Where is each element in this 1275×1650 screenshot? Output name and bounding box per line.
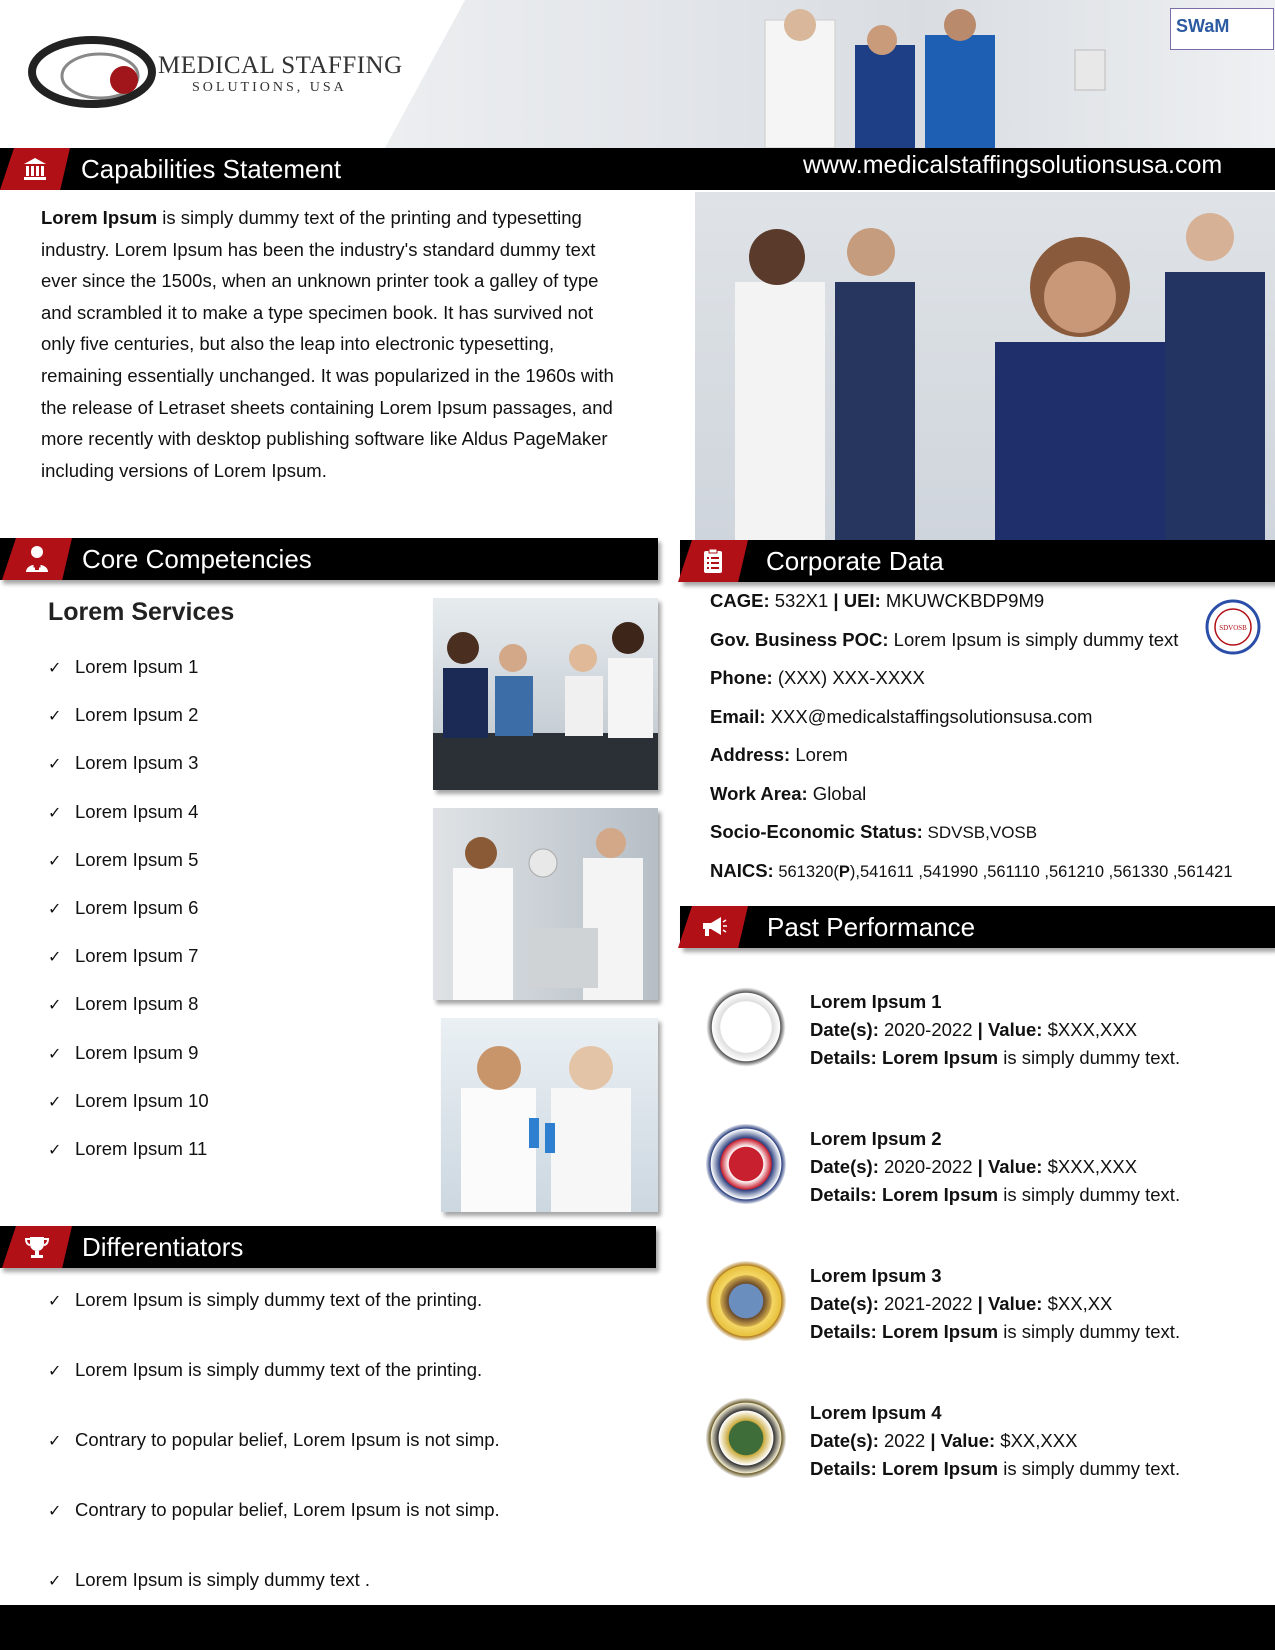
check-icon: ✓: [48, 1363, 62, 1380]
pp-details-text: is simply dummy text.: [998, 1321, 1181, 1342]
pp-details-label: Details:: [810, 1321, 877, 1342]
pp-details-text: is simply dummy text.: [998, 1047, 1181, 1068]
team-photo-figures: [695, 192, 1275, 540]
poc-value: Lorem Ipsum is simply dummy text: [888, 629, 1179, 650]
header-photo-figures: [385, 0, 1275, 148]
pp-entry-title: [810, 1402, 942, 1424]
address-value: Lorem: [790, 744, 848, 765]
pp-value-label: Value:: [982, 1156, 1043, 1177]
sdvosb-seal-icon: [1203, 597, 1263, 657]
naics-value-b: ),541611 ,541990 ,561110 ,561210 ,561330 ,561421: [849, 863, 1233, 881]
pp-value-amount: $XX,XX: [1042, 1293, 1113, 1314]
check-icon: ✓: [48, 1142, 62, 1159]
intro-line-2: industry. Lorem Ipsum has been the industry's standard dummy text: [41, 238, 596, 260]
differentiator-text: Lorem Ipsum is simply dummy text of the printing.: [75, 1359, 483, 1380]
pp-dates-value: 2021-2022: [878, 1293, 978, 1314]
website-link[interactable]: www.medicalstaffingsolutionsusa.com: [803, 151, 1223, 179]
service-list-item: [48, 849, 198, 871]
sdvosb-label: SDVOSB: [1219, 624, 1247, 632]
pp-entry-title: [810, 1128, 942, 1150]
service-list-item: [48, 1138, 207, 1160]
check-icon: ✓: [48, 708, 62, 726]
services-title: Lorem Services: [48, 598, 235, 626]
agency-seal-1-icon: [706, 987, 786, 1067]
poc-line: [710, 629, 1178, 651]
pp-dates-value: 2020-2022: [878, 1156, 978, 1177]
service-list-item: [48, 993, 198, 1015]
service-list-item: [48, 945, 198, 967]
intro-line-6: remaining essentially unchanged. It was popularized in the 1960s with: [41, 364, 614, 386]
pp-entry-dates: [810, 1019, 1137, 1041]
pp-details-text: is simply dummy text.: [998, 1458, 1181, 1479]
service-item-label: Lorem Ipsum 3: [75, 752, 199, 774]
socio-label: Socio-Economic Status:: [710, 821, 923, 842]
pp-details-label: Details:: [810, 1047, 877, 1068]
check-icon: ✓: [48, 756, 62, 774]
intro-line-4: and scrambled it to make a type specimen book. It has survived not: [41, 301, 594, 323]
service-item-label: Lorem Ipsum 11: [75, 1138, 208, 1159]
team-photo: [695, 192, 1275, 540]
naics-label: NAICS:: [710, 860, 774, 881]
swam-badge-label: SWaM: [1176, 16, 1230, 36]
service-item-label: Lorem Ipsum 10: [75, 1089, 209, 1111]
service-list-item: [48, 897, 198, 919]
intro-line-7: the release of Letraset sheets containing Lorem Ipsum passages, and: [41, 396, 613, 418]
check-icon: ✓: [48, 901, 62, 918]
agency-seal-2-icon: [706, 1124, 786, 1204]
pp-dates-label: Date(s):: [810, 1156, 879, 1177]
differentiator-text: Contrary to popular belief, Lorem Ipsum is not simp.: [75, 1499, 500, 1520]
sdvosb-badge: [1203, 597, 1263, 657]
pp-separator: |: [930, 1430, 936, 1451]
intro-line-5: only five centuries, but also the leap into electronic typesetting,: [41, 333, 555, 355]
email-line: [710, 706, 1092, 728]
service-list-item: [48, 1042, 198, 1064]
doctor-icon: [24, 545, 50, 573]
poc-label: Gov. Business POC:: [710, 629, 889, 650]
differentiator-text: Contrary to popular belief, Lorem Ipsum is not simp.: [75, 1429, 500, 1450]
check-icon: ✓: [48, 852, 62, 870]
pp-entry-dates: [810, 1430, 1077, 1452]
work-area-line: [710, 783, 866, 805]
check-icon: ✓: [48, 1045, 62, 1063]
intro-line-3: ever since the 1500s, when an unknown printer took a galley of type: [41, 270, 599, 292]
pp-value-amount: $XX,XXX: [995, 1430, 1078, 1451]
pp-details-bold: Lorem Ipsum: [876, 1321, 999, 1342]
differentiator-item: [48, 1499, 500, 1521]
service-item-label: Lorem Ipsum 8: [75, 993, 199, 1015]
pp-dates-label: Date(s):: [810, 1430, 879, 1451]
service-item-label: Lorem Ipsum 4: [75, 800, 199, 822]
footer-bar: [0, 1605, 1275, 1650]
check-icon: ✓: [48, 949, 62, 967]
pp-entry-name: Lorem Ipsum 4: [810, 1402, 942, 1423]
pp-dates-label: Date(s):: [810, 1019, 879, 1040]
pp-entry-title: [810, 991, 942, 1013]
cage-value: 532X1: [769, 590, 834, 611]
pp-value-amount: $XXX,XXX: [1042, 1019, 1138, 1040]
pp-entry-details: [810, 1184, 1180, 1206]
building-icon: [22, 156, 48, 182]
service-item-label: Lorem Ipsum 9: [75, 1041, 199, 1063]
check-icon: ✓: [48, 1293, 62, 1310]
pp-entry-name: Lorem Ipsum 2: [810, 1128, 942, 1149]
pp-details-label: Details:: [810, 1458, 877, 1479]
pp-entry-name: Lorem Ipsum 3: [810, 1265, 942, 1286]
service-item-label: Lorem Ipsum 2: [75, 704, 199, 726]
pp-entry-dates: [810, 1293, 1112, 1315]
phone-label: Phone:: [710, 667, 773, 688]
cage-label: CAGE:: [710, 590, 770, 611]
intro-paragraph: [41, 202, 648, 486]
pp-details-bold: Lorem Ipsum: [876, 1458, 999, 1479]
pp-details-label: Details:: [810, 1184, 877, 1205]
pp-details-bold: Lorem Ipsum: [876, 1184, 999, 1205]
pp-separator: |: [977, 1293, 983, 1314]
intro-line-1: is simply dummy text of the printing and typesetting: [157, 207, 582, 228]
check-icon: ✓: [48, 1573, 62, 1590]
pp-details-bold: Lorem Ipsum: [876, 1047, 999, 1068]
clipboard-icon: [702, 548, 724, 574]
service-list-item: [48, 752, 198, 774]
logo-swoosh-icon: [22, 30, 162, 115]
pp-dates-value: 2022: [878, 1430, 931, 1451]
service-item-label: Lorem Ipsum 5: [75, 848, 199, 870]
pp-details-text: is simply dummy text.: [998, 1184, 1181, 1205]
agency-seal-4-icon: [706, 1398, 786, 1478]
phone-value: (XXX) XXX-XXXX: [772, 667, 925, 688]
intro-line-8: more recently with desktop publishing software like Aldus PageMaker: [41, 428, 608, 450]
intro-line-9: including versions of Lorem Ipsum.: [41, 459, 327, 481]
pp-separator: |: [977, 1019, 983, 1040]
pp-value-label: Value:: [935, 1430, 996, 1451]
address-line: [710, 744, 848, 766]
differentiator-item: [48, 1289, 482, 1311]
pp-entry-dates: [810, 1156, 1137, 1178]
uei-label: UEI:: [838, 590, 881, 611]
meeting-photo-figures: [433, 598, 658, 790]
check-icon: ✓: [48, 1093, 62, 1111]
separator: |: [833, 590, 839, 611]
check-icon: ✓: [48, 1503, 62, 1520]
socio-economic-line: [710, 821, 1037, 843]
check-icon: ✓: [48, 1433, 62, 1450]
differentiator-item: [48, 1429, 500, 1451]
service-item-label: Lorem Ipsum 1: [75, 656, 199, 677]
pp-entry-details: [810, 1458, 1180, 1480]
check-icon: ✓: [48, 997, 62, 1015]
work-area-label: Work Area:: [710, 783, 808, 804]
header-team-photo: [385, 0, 1275, 148]
trophy-icon: [24, 1234, 50, 1260]
differentiator-item: [48, 1359, 482, 1381]
socio-value: SDVSB,VOSB: [922, 823, 1038, 842]
service-list-item: [48, 704, 198, 726]
uei-value: MKUWCKBDP9M9: [880, 590, 1045, 611]
check-icon: ✓: [48, 804, 62, 822]
clinic-photo: [433, 808, 658, 1000]
check-icon: ✓: [48, 660, 62, 677]
differentiators-title: Differentiators: [82, 1232, 244, 1262]
pp-entry-name: Lorem Ipsum 1: [810, 991, 942, 1012]
naics-value-a: 561320(: [773, 863, 839, 881]
service-list-item: [48, 801, 198, 823]
logo-title: MEDICAL STAFFING: [158, 52, 403, 79]
core-competencies-title: Core Competencies: [82, 544, 312, 574]
logo-subtitle: SOLUTIONS, USA: [192, 80, 347, 95]
service-item-label: Lorem Ipsum 7: [75, 945, 199, 967]
pp-entry-details: [810, 1321, 1180, 1343]
pp-dates-value: 2020-2022: [878, 1019, 978, 1040]
clinic-photo-figures: [433, 808, 658, 1000]
agency-seal-3-icon: [706, 1261, 786, 1341]
email-label: Email:: [710, 706, 766, 727]
differentiator-text: Lorem Ipsum is simply dummy text .: [75, 1569, 371, 1590]
meeting-photo: [433, 598, 658, 790]
pp-value-label: Value:: [982, 1019, 1043, 1040]
megaphone-icon: [699, 915, 727, 939]
lab-photo: [441, 1018, 658, 1212]
differentiator-text: Lorem Ipsum is simply dummy text of the printing.: [75, 1289, 483, 1310]
differentiator-item: [48, 1569, 370, 1591]
intro-bold: Lorem Ipsum: [41, 207, 158, 228]
work-area-value: Global: [807, 783, 867, 804]
service-item-label: Lorem Ipsum 6: [75, 897, 199, 918]
naics-line: [710, 860, 1233, 882]
service-list-item: [48, 656, 198, 678]
cage-uei-line: [710, 590, 1044, 612]
pp-dates-label: Date(s):: [810, 1293, 879, 1314]
past-performance-title: Past Performance: [767, 912, 976, 942]
pp-value-amount: $XXX,XXX: [1042, 1156, 1138, 1177]
corporate-data-title: Corporate Data: [766, 546, 944, 576]
email-value[interactable]: XXX@medicalstaffingsolutionsusa.com: [765, 706, 1093, 727]
phone-line: [710, 667, 925, 689]
capabilities-title: Capabilities Statement: [81, 154, 342, 184]
pp-separator: |: [977, 1156, 983, 1177]
pp-entry-details: [810, 1047, 1180, 1069]
service-list-item: [48, 1090, 209, 1112]
address-label: Address:: [710, 744, 791, 765]
pp-entry-title: [810, 1265, 942, 1287]
lab-photo-figures: [441, 1018, 658, 1212]
naics-primary: P: [838, 863, 850, 881]
pp-value-label: Value:: [982, 1293, 1043, 1314]
